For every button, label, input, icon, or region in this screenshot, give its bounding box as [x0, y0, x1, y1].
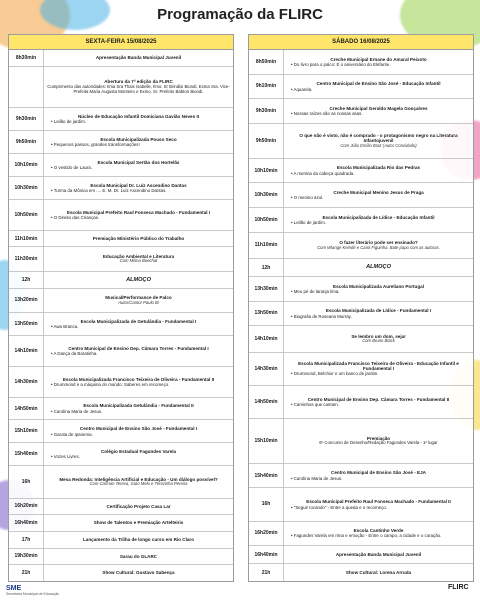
time-label: 8h50min — [249, 50, 284, 74]
schedule-row — [9, 200, 233, 231]
time-label: 15h40min — [9, 443, 44, 465]
event-activity: • Leilão de jardim. — [287, 220, 470, 225]
event-title: Escola Municipalizada Pouso Seco — [100, 137, 177, 143]
time-label: 21h — [249, 564, 284, 581]
event-title: Show Cultural: Lorena Arruda — [345, 569, 412, 575]
schedule-row — [9, 499, 233, 516]
event-guest: Autor/Cantor Paulo Bi — [118, 299, 159, 305]
time-label: 14h50min — [9, 398, 44, 420]
time-label: 9h10min — [249, 75, 284, 99]
event-title: Escola Municipal Prefeito Raul Fonseca Machado - Fundamental II — [306, 499, 451, 505]
schedule-row — [9, 420, 233, 443]
schedule-row — [249, 464, 473, 489]
time-label: 16h20min — [9, 499, 44, 515]
event-title: Escola Municipal Prefeito Raul Fonseca Machado - Fundamental I — [66, 209, 211, 215]
event-cell — [44, 131, 233, 153]
schedule-row — [249, 546, 473, 564]
event-cell — [284, 99, 473, 123]
time-label: 13h20min — [9, 289, 44, 313]
event-title: Escola Municipalizada de Lídice - Educação Infantil — [322, 214, 435, 220]
event-title: Lançamento da Trilha de longo curso em Rio Claro — [82, 537, 195, 543]
time-label: 15h40min — [249, 464, 284, 488]
event-title: Escola Municipalizada Francisco Teixeira de Oliveira - Fundamental II — [62, 376, 215, 382]
event-title: Núcleo de Educação Infantil Domiciana Gavião Neves II — [77, 114, 199, 120]
event-title: ALMOÇO — [126, 276, 151, 283]
event-activity: • Carolina Maria de Jesus. — [287, 476, 470, 481]
event-activity: • Garota de Ipanema. — [47, 432, 230, 437]
friday-schedule — [8, 34, 234, 582]
event-title: Premiação Ministério Público do Trabalho — [92, 236, 185, 241]
time-label: 16h — [9, 466, 44, 497]
event-activity: • Meu pé de laranja lima. — [287, 289, 470, 294]
event-cell — [284, 183, 473, 207]
time-label: 14h10min — [249, 326, 284, 351]
schedule-row — [249, 302, 473, 327]
event-guest: Com Bruno Black — [362, 338, 395, 344]
event-title: Apresentação Banda Municipal Juvenil — [335, 552, 422, 557]
event-activity: • A Dança da Baratinha. — [47, 351, 230, 356]
event-title: Colégio Estadual Fagundes Varela — [100, 449, 177, 455]
sme-logo — [6, 585, 59, 596]
event-title: Creche Municipal Menino Jesus de Praga — [333, 190, 424, 196]
event-cell — [284, 277, 473, 301]
schedule-row — [249, 99, 473, 124]
schedule-row — [9, 336, 233, 367]
event-activity: • O menino azul. — [287, 195, 470, 200]
schedule-row — [9, 131, 233, 154]
event-title: Escola Municipal Dr. Luiz Ascendino Dantas — [90, 182, 187, 188]
schedule-row — [9, 289, 233, 314]
schedule-row — [9, 247, 233, 272]
event-activity: • Leilão de jardim. — [47, 119, 230, 124]
schedule-row — [249, 419, 473, 464]
schedule-row — [9, 466, 233, 498]
event-title: Escola Municipalizada de Getulândia - Fundamental I — [80, 318, 197, 324]
schedule-row — [9, 398, 233, 421]
schedule-row — [249, 522, 473, 547]
schedule-row — [9, 549, 233, 566]
event-cell — [284, 386, 473, 418]
time-label: 13h50min — [9, 313, 44, 335]
event-cell — [284, 208, 473, 232]
time-label: 10h10min — [9, 154, 44, 176]
event-title: O fazer literário pode ser ensinado? — [339, 240, 418, 246]
event-activity: • Awa Branca. — [47, 324, 230, 329]
event-cell — [284, 302, 473, 326]
schedule-row — [249, 75, 473, 100]
event-title: Escola Municipal Sertão dos Hortelãs — [97, 160, 180, 165]
friday-header: SEXTA-FEIRA 15/08/2025 — [9, 35, 233, 50]
time-label: 9h50min — [9, 131, 44, 153]
event-activity: • Fagundes Varela em rima e emoção - Entre o campo, a cidade e o coração. — [287, 533, 470, 538]
schedule-row — [249, 159, 473, 184]
event-cell — [44, 515, 233, 531]
event-cell — [44, 420, 233, 442]
time-label: 12h — [9, 272, 44, 288]
schedule-row — [9, 154, 233, 177]
event-cell — [284, 75, 473, 99]
event-cell — [44, 177, 233, 199]
event-title: Se lembro um dom, seja! — [351, 333, 406, 339]
event-title: Creche Municipal Geraldo Magela Gonçalves — [329, 105, 428, 111]
event-activity: • Vozes Livres. — [47, 454, 230, 459]
event-guest: Com Júlio Emílio Braz (Autor Convidado) — [340, 142, 417, 148]
time-label: 10h10min — [249, 159, 284, 183]
page-title: Programação da FLIRC — [157, 6, 323, 23]
event-title: Escola Cantinho Verde — [353, 528, 404, 534]
event-cell — [284, 233, 473, 258]
event-cell — [284, 124, 473, 158]
event-title: Show Cultural: Gustavo Sabença — [102, 570, 175, 576]
event-guest: Com Carman Teresa, Guto Melo e Terezinha Pereira — [89, 481, 188, 487]
time-label: 9h30min — [9, 108, 44, 130]
event-cell — [284, 419, 473, 463]
time-label: 8h30min — [9, 50, 44, 66]
event-title: Escola Municipalizada Getulândia - Fundamental II — [83, 403, 194, 409]
schedule-row — [9, 108, 233, 131]
event-cell — [44, 289, 233, 313]
event-cell — [44, 200, 233, 230]
saturday-schedule — [248, 34, 474, 582]
time-label: 16h40min — [249, 546, 284, 563]
time-label: 9h30min — [249, 99, 284, 123]
event-activity: • Nossas raízes são as nossas asas. — [287, 111, 470, 116]
time-label: 15h10min — [249, 419, 284, 463]
event-title: Premiação — [366, 435, 391, 441]
time-label: 9h50min — [249, 124, 284, 158]
event-cell — [44, 272, 233, 288]
event-activity: • Pequenos passos, grandes transformações! — [47, 142, 230, 147]
event-title: Abertura da 7ª edição da FLIRC — [104, 79, 173, 85]
event-title: Educação Ambiental e Literatura — [102, 254, 175, 260]
schedule-row — [249, 386, 473, 419]
schedule-row — [249, 50, 473, 75]
time-label: 13h30min — [249, 277, 284, 301]
sme-logo-text: SME — [6, 585, 22, 592]
time-label: 16h20min — [249, 522, 284, 546]
event-cell — [44, 532, 233, 548]
event-title: Certificação Projeto Casa Lar — [106, 503, 171, 509]
event-cell — [44, 336, 233, 366]
time-label: 11h30min — [9, 247, 44, 271]
time-label: 10h50min — [249, 208, 284, 232]
schedule-row — [9, 313, 233, 336]
schedule-row — [249, 277, 473, 302]
schedule-row — [9, 443, 233, 466]
event-cell — [44, 50, 233, 66]
event-cell — [44, 67, 233, 108]
event-guest: Com Milma Boechat — [119, 258, 158, 264]
event-title: Escola Municipalizada Francisco Teixeira de Oliveira - Educação Infantil e Fundamental I — [298, 360, 459, 372]
event-title: Mesa Redonda: Inteligência Artificial e Educação - Um diálogo possível? — [59, 476, 218, 482]
time-label: 12h — [249, 259, 284, 276]
schedule-row — [249, 353, 473, 386]
schedule-row — [9, 565, 233, 581]
event-title: Escola Municipalizada de Lídice - Fundamental I — [325, 308, 432, 314]
event-activity: • Carolina Maria de Jesus. — [47, 409, 230, 414]
event-activity: • A menina da cabeça quadrada. — [287, 171, 470, 176]
schedule-row — [9, 515, 233, 532]
schedule-row — [249, 124, 473, 159]
event-activity: • Caminhos que cantam. — [287, 402, 470, 407]
time-label: 19h30min — [9, 549, 44, 565]
schedule-row — [9, 532, 233, 549]
event-cell — [284, 488, 473, 520]
event-cell — [284, 464, 473, 488]
time-label: 11h10min — [9, 231, 44, 247]
time-label: 13h50min — [249, 302, 284, 326]
event-activity: • Do livro para o palco: É o aniversário do Elefante. — [287, 62, 470, 67]
event-description: 6º Concurso de Desenho/Redação Fagundes Varela - 1º lugar — [319, 439, 438, 445]
schedule-row — [249, 564, 473, 581]
event-title: Apresentação Banda Municipal Juvenil — [95, 55, 182, 61]
event-title: Show de Talentos e Premiação Artelteiris — [93, 520, 184, 526]
time-label: 14h50min — [249, 386, 284, 418]
event-cell — [284, 259, 473, 276]
event-cell — [284, 326, 473, 351]
schedule-row — [249, 326, 473, 352]
schedule-row — [9, 50, 233, 67]
event-cell — [44, 499, 233, 515]
event-cell — [284, 50, 473, 74]
time-label: 21h — [9, 565, 44, 581]
schedule-row — [249, 183, 473, 208]
event-description: Cumprimento das autoridades: Ilma Sra Thais Isabelle, Ilmo. Sr Brindisi Biondi, Exma Sra. Vice-Prefeita Maria Augusta Monteiro e Exmo. Sr. Prefeito Babton Biondi. — [47, 83, 230, 94]
flirc-logo — [448, 584, 469, 591]
event-cell — [44, 443, 233, 465]
event-cell — [44, 549, 233, 565]
schedule-row — [249, 488, 473, 521]
event-title: Escola Municipalizada Rio das Pedras — [336, 165, 421, 171]
event-title: Escola Municipalizada Aureliano Portugal — [333, 283, 424, 289]
schedule-row — [9, 177, 233, 200]
event-title: Centro Municipal de Ensino Dep. Câmara Torres - Fundamental II — [307, 396, 450, 402]
event-title: Musical/Performance de Palco — [105, 295, 172, 301]
event-guest: Com Wlange Keindé e Carol Figuinha. Bate papo com as autoras. — [317, 244, 440, 250]
event-activity: • Aquarela. — [287, 87, 470, 92]
event-cell — [44, 247, 233, 271]
schedule-row — [249, 208, 473, 233]
event-activity: • O vestido de Laura. — [47, 165, 230, 170]
time-label: 15h10min — [9, 420, 44, 442]
event-cell — [44, 108, 233, 130]
event-cell — [284, 353, 473, 385]
flirc-logo-text: FLIRC — [448, 584, 469, 591]
time-label: 10h50min — [9, 200, 44, 230]
schedule-row — [9, 272, 233, 289]
schedule-row — [249, 233, 473, 259]
event-activity: • "Seguir tocando" - Entre a queda e o recomeço. — [287, 505, 470, 510]
time-label — [9, 67, 44, 108]
event-title: Creche Municipal Ernane do Amaral Peixoto — [330, 56, 427, 62]
event-activity: • Drummond e a máquina do mundo: Saberes em recomeço. — [47, 382, 230, 387]
time-label: 11h10min — [249, 233, 284, 258]
time-label: 10h30min — [9, 177, 44, 199]
time-label: 14h10min — [9, 336, 44, 366]
saturday-header: SÁBADO 16/08/2025 — [249, 35, 473, 50]
schedule-row — [9, 367, 233, 398]
event-cell — [284, 522, 473, 546]
event-cell — [284, 564, 473, 581]
event-cell — [44, 313, 233, 335]
event-title: Centro Municipal de Ensino Dep. Câmara Torres - Fundamental I — [68, 345, 209, 351]
event-activity: • Turma da Mônica em .... E. M. Dr. Luiz Ascendino Dantas. — [47, 188, 230, 193]
schedule-row — [9, 67, 233, 109]
time-label: 14h30min — [249, 353, 284, 385]
event-activity: • Biografia de Roseana Murray. — [287, 314, 470, 319]
event-cell — [44, 231, 233, 247]
event-activity: • O Direito das Crianças. — [47, 215, 230, 220]
event-cell — [284, 159, 473, 183]
schedule-row — [249, 259, 473, 277]
sme-logo-subtitle: Secretaria Municipal de Educação — [6, 592, 60, 596]
time-label: 10h30min — [249, 183, 284, 207]
time-label: 16h40min — [9, 515, 44, 531]
time-label: 16h — [249, 488, 284, 520]
event-title: Centro Municipal de Ensino São José - EJA — [331, 470, 426, 476]
event-cell — [44, 398, 233, 420]
event-cell — [44, 154, 233, 176]
event-title: Centro Municipal de Ensino São José - Fundamental I — [79, 426, 198, 432]
time-label: 14h30min — [9, 367, 44, 397]
event-cell — [44, 565, 233, 581]
event-cell — [44, 367, 233, 397]
event-cell — [44, 466, 233, 497]
event-title: Centro Municipal de Ensino São José - Educação Infantil — [316, 81, 441, 87]
event-title: ALMOÇO — [366, 264, 391, 271]
event-title: Sarau do GLARC — [119, 553, 158, 559]
event-activity: • Drummond, Belchior e um banco de jardim. — [287, 371, 470, 376]
schedule-row — [9, 231, 233, 248]
event-title: O que não é visto, não é comprado - o protagonismo negro na Literatura Infantojuvenil — [299, 133, 458, 144]
time-label: 17h — [9, 532, 44, 548]
event-cell — [284, 546, 473, 563]
